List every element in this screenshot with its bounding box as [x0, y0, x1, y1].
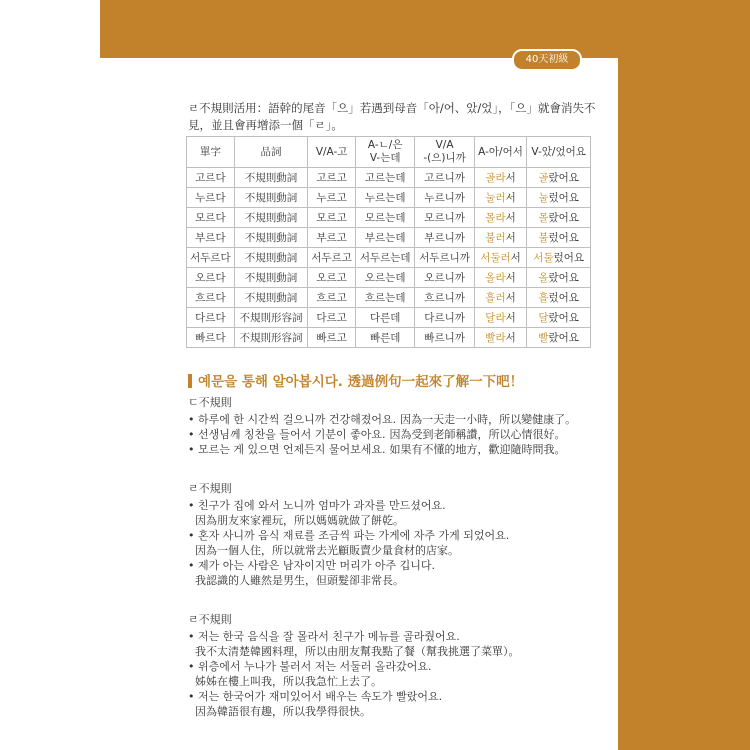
table-cell-nikka: 모르니까: [415, 208, 474, 228]
table-cell-nikka: 고르니까: [415, 168, 474, 188]
example-translation: 我不太清楚韓國料理，所以由朋友幫我點了餐（幫我挑選了菜單）。: [195, 645, 520, 658]
table-cell-nikka: 다르니까: [415, 308, 474, 328]
table-cell-conj: 흘러서: [474, 288, 527, 308]
table-cell-conj: 불렀어요: [527, 228, 591, 248]
table-row: [187, 328, 591, 348]
example-translation: 我認識的人雖然是男生，但頭髮卻非常長。: [195, 574, 404, 587]
table-cell-go: 부르고: [308, 228, 356, 248]
table-cell-word: 다르다: [187, 308, 235, 328]
table-header-cell: V-았/었어요: [527, 137, 591, 168]
table-row: [187, 228, 591, 248]
table-cell-pos: 不規則動詞: [234, 288, 308, 308]
table-cell-conj: 달랐어요: [527, 308, 591, 328]
table-header-row: [187, 137, 591, 168]
table-cell-word: 오르다: [187, 268, 235, 288]
table-cell-go: 모르고: [308, 208, 356, 228]
table-header-cell: V/A -(으)니까: [415, 137, 474, 168]
table-cell-nde: 부르는데: [356, 228, 415, 248]
table-cell-conj: 올랐어요: [527, 268, 591, 288]
example-korean: • 저는 한국어가 재미있어서 배우는 속도가 빨랐어요.: [188, 689, 608, 704]
table-cell-go: 다르고: [308, 308, 356, 328]
block-title: ㄹ不規則: [188, 613, 232, 626]
table-body: [187, 168, 591, 348]
example-translation: 因為一個人住，所以就常去光顧販賣少量食材的店家。: [195, 544, 459, 557]
table-cell-nikka: 오르니까: [415, 268, 474, 288]
example-translation: 因為受到老師稱讚，所以心情很好。: [389, 428, 566, 441]
example-item: [188, 528, 608, 558]
example-item: [188, 442, 608, 457]
block-title: ㄷ不規則: [188, 396, 232, 409]
table-cell-pos: 不規則動詞: [234, 188, 308, 208]
table-row: [187, 308, 591, 328]
table-cell-conj: 서둘러서: [474, 248, 527, 268]
block-gap: [188, 588, 608, 609]
table-cell-nikka: 흐르니까: [415, 288, 474, 308]
table-row: [187, 168, 591, 188]
example-korean: • 위층에서 누나가 불러서 저는 서둘러 올라갔어요.: [188, 659, 608, 674]
table-cell-nde: 서두르는데: [356, 248, 415, 268]
section-mark: [188, 374, 192, 388]
example-korean: • 친구가 집에 와서 노니까 엄마가 과자를 만드셨어요.: [188, 498, 608, 513]
table-cell-nikka: 서두르니까: [415, 248, 474, 268]
table-row: [187, 288, 591, 308]
table-cell-word: 부르다: [187, 228, 235, 248]
example-item: [188, 659, 608, 689]
table-header-cell: 品詞: [234, 137, 308, 168]
table-header-cell: 單字: [187, 137, 235, 168]
table-cell-conj: 흘렀어요: [527, 288, 591, 308]
example-translation: 因為一天走一小時，所以變健康了。: [400, 413, 577, 426]
table-cell-nde: 흐르는데: [356, 288, 415, 308]
example-item: [188, 689, 608, 719]
table-cell-pos: 不規則動詞: [234, 268, 308, 288]
table-cell-nde: 다른데: [356, 308, 415, 328]
table-cell-word: 흐르다: [187, 288, 235, 308]
table-cell-pos: 不規則動詞: [234, 168, 308, 188]
table-cell-pos: 不規則動詞: [234, 208, 308, 228]
table-cell-pos: 不規則動詞: [234, 248, 308, 268]
table-row: [187, 248, 591, 268]
table-cell-conj: 눌러서: [474, 188, 527, 208]
example-translation: 姊姊在樓上叫我，所以我急忙上去了。: [195, 675, 382, 688]
table-cell-nde: 고르는데: [356, 168, 415, 188]
intro-text: ㄹ不規則活用：語幹的尾音「으」若遇到母音「아/어、았/었」，「으」就會消失不見，並且會再增添一個「ㄹ」。: [188, 101, 596, 132]
table-cell-conj: 빨라서: [474, 328, 527, 348]
example-korean: • 선생님께 칭찬을 들어서 기분이 좋아요.: [188, 428, 386, 441]
table-cell-nde: 모르는데: [356, 208, 415, 228]
example-korean: • 모르는 게 있으면 언제든지 물어보세요.: [188, 443, 386, 456]
example-item: [188, 412, 608, 427]
table-cell-go: 빠르고: [308, 328, 356, 348]
example-korean: • 저는 한국 음식을 잘 몰라서 친구가 메뉴를 골라줬어요.: [188, 629, 608, 644]
table-row: [187, 268, 591, 288]
table-cell-word: 고르다: [187, 168, 235, 188]
table-cell-word: 모르다: [187, 208, 235, 228]
table-cell-conj: 눌렀어요: [527, 188, 591, 208]
table-cell-conj: 서둘렀어요: [527, 248, 591, 268]
table-cell-go: 흐르고: [308, 288, 356, 308]
table-cell-word: 서두르다: [187, 248, 235, 268]
table-cell-conj: 올라서: [474, 268, 527, 288]
example-item: [188, 558, 608, 588]
table-row: [187, 188, 591, 208]
table-cell-nikka: 누르니까: [415, 188, 474, 208]
table-cell-conj: 불러서: [474, 228, 527, 248]
table-header-cell: A-ㄴ/은 V-는데: [356, 137, 415, 168]
section-title: 예문을 통해 알아봅시다. 透過例句一起來了解一下吧！: [188, 370, 608, 390]
table-cell-go: 오르고: [308, 268, 356, 288]
table-cell-pos: 不規則形容詞: [234, 328, 308, 348]
example-item: [188, 498, 608, 528]
side-bar: [618, 0, 750, 750]
example-korean: • 혼자 사니까 음식 재료를 조금씩 파는 가게에 자주 가게 되었어요.: [188, 528, 608, 543]
table-cell-nde: 빠른데: [356, 328, 415, 348]
table-cell-nikka: 부르니까: [415, 228, 474, 248]
example-translation: 如果有不懂的地方，歡迎隨時問我。: [389, 443, 566, 456]
table-cell-go: 고르고: [308, 168, 356, 188]
table-row: [187, 208, 591, 228]
table-cell-word: 누르다: [187, 188, 235, 208]
example-translation: 因為韓語很有趣，所以我學得很快。: [195, 705, 371, 718]
table-header-cell: V/A-고: [308, 137, 356, 168]
table-cell-conj: 몰랐어요: [527, 208, 591, 228]
block-gap: [188, 457, 608, 478]
example-korean: • 하루에 한 시간씩 걸으니까 건강해졌어요.: [188, 413, 396, 426]
chapter-tab: 40天初級: [512, 49, 582, 71]
table-cell-nde: 오르는데: [356, 268, 415, 288]
table-cell-word: 빠르다: [187, 328, 235, 348]
example-item: [188, 629, 608, 659]
table-cell-nikka: 빠르니까: [415, 328, 474, 348]
table-cell-conj: 몰라서: [474, 208, 527, 228]
table-cell-pos: 不規則動詞: [234, 228, 308, 248]
example-translation: 因為朋友來家裡玩，所以媽媽就做了餅乾。: [195, 514, 404, 527]
table-cell-go: 서두르고: [308, 248, 356, 268]
table-cell-conj: 골라서: [474, 168, 527, 188]
example-korean: • 제가 아는 사람은 남자이지만 머리가 아주 깁니다.: [188, 558, 608, 573]
table-cell-go: 누르고: [308, 188, 356, 208]
table-header-cell: A-아/어서: [474, 137, 527, 168]
table-cell-conj: 골랐어요: [527, 168, 591, 188]
table-cell-nde: 누르는데: [356, 188, 415, 208]
examples-content: [188, 392, 608, 719]
table-cell-pos: 不規則形容詞: [234, 308, 308, 328]
table-cell-conj: 빨랐어요: [527, 328, 591, 348]
conjugation-table: [186, 136, 591, 348]
block-title: ㄹ不規則: [188, 482, 232, 495]
example-item: [188, 427, 608, 442]
table-cell-conj: 달라서: [474, 308, 527, 328]
